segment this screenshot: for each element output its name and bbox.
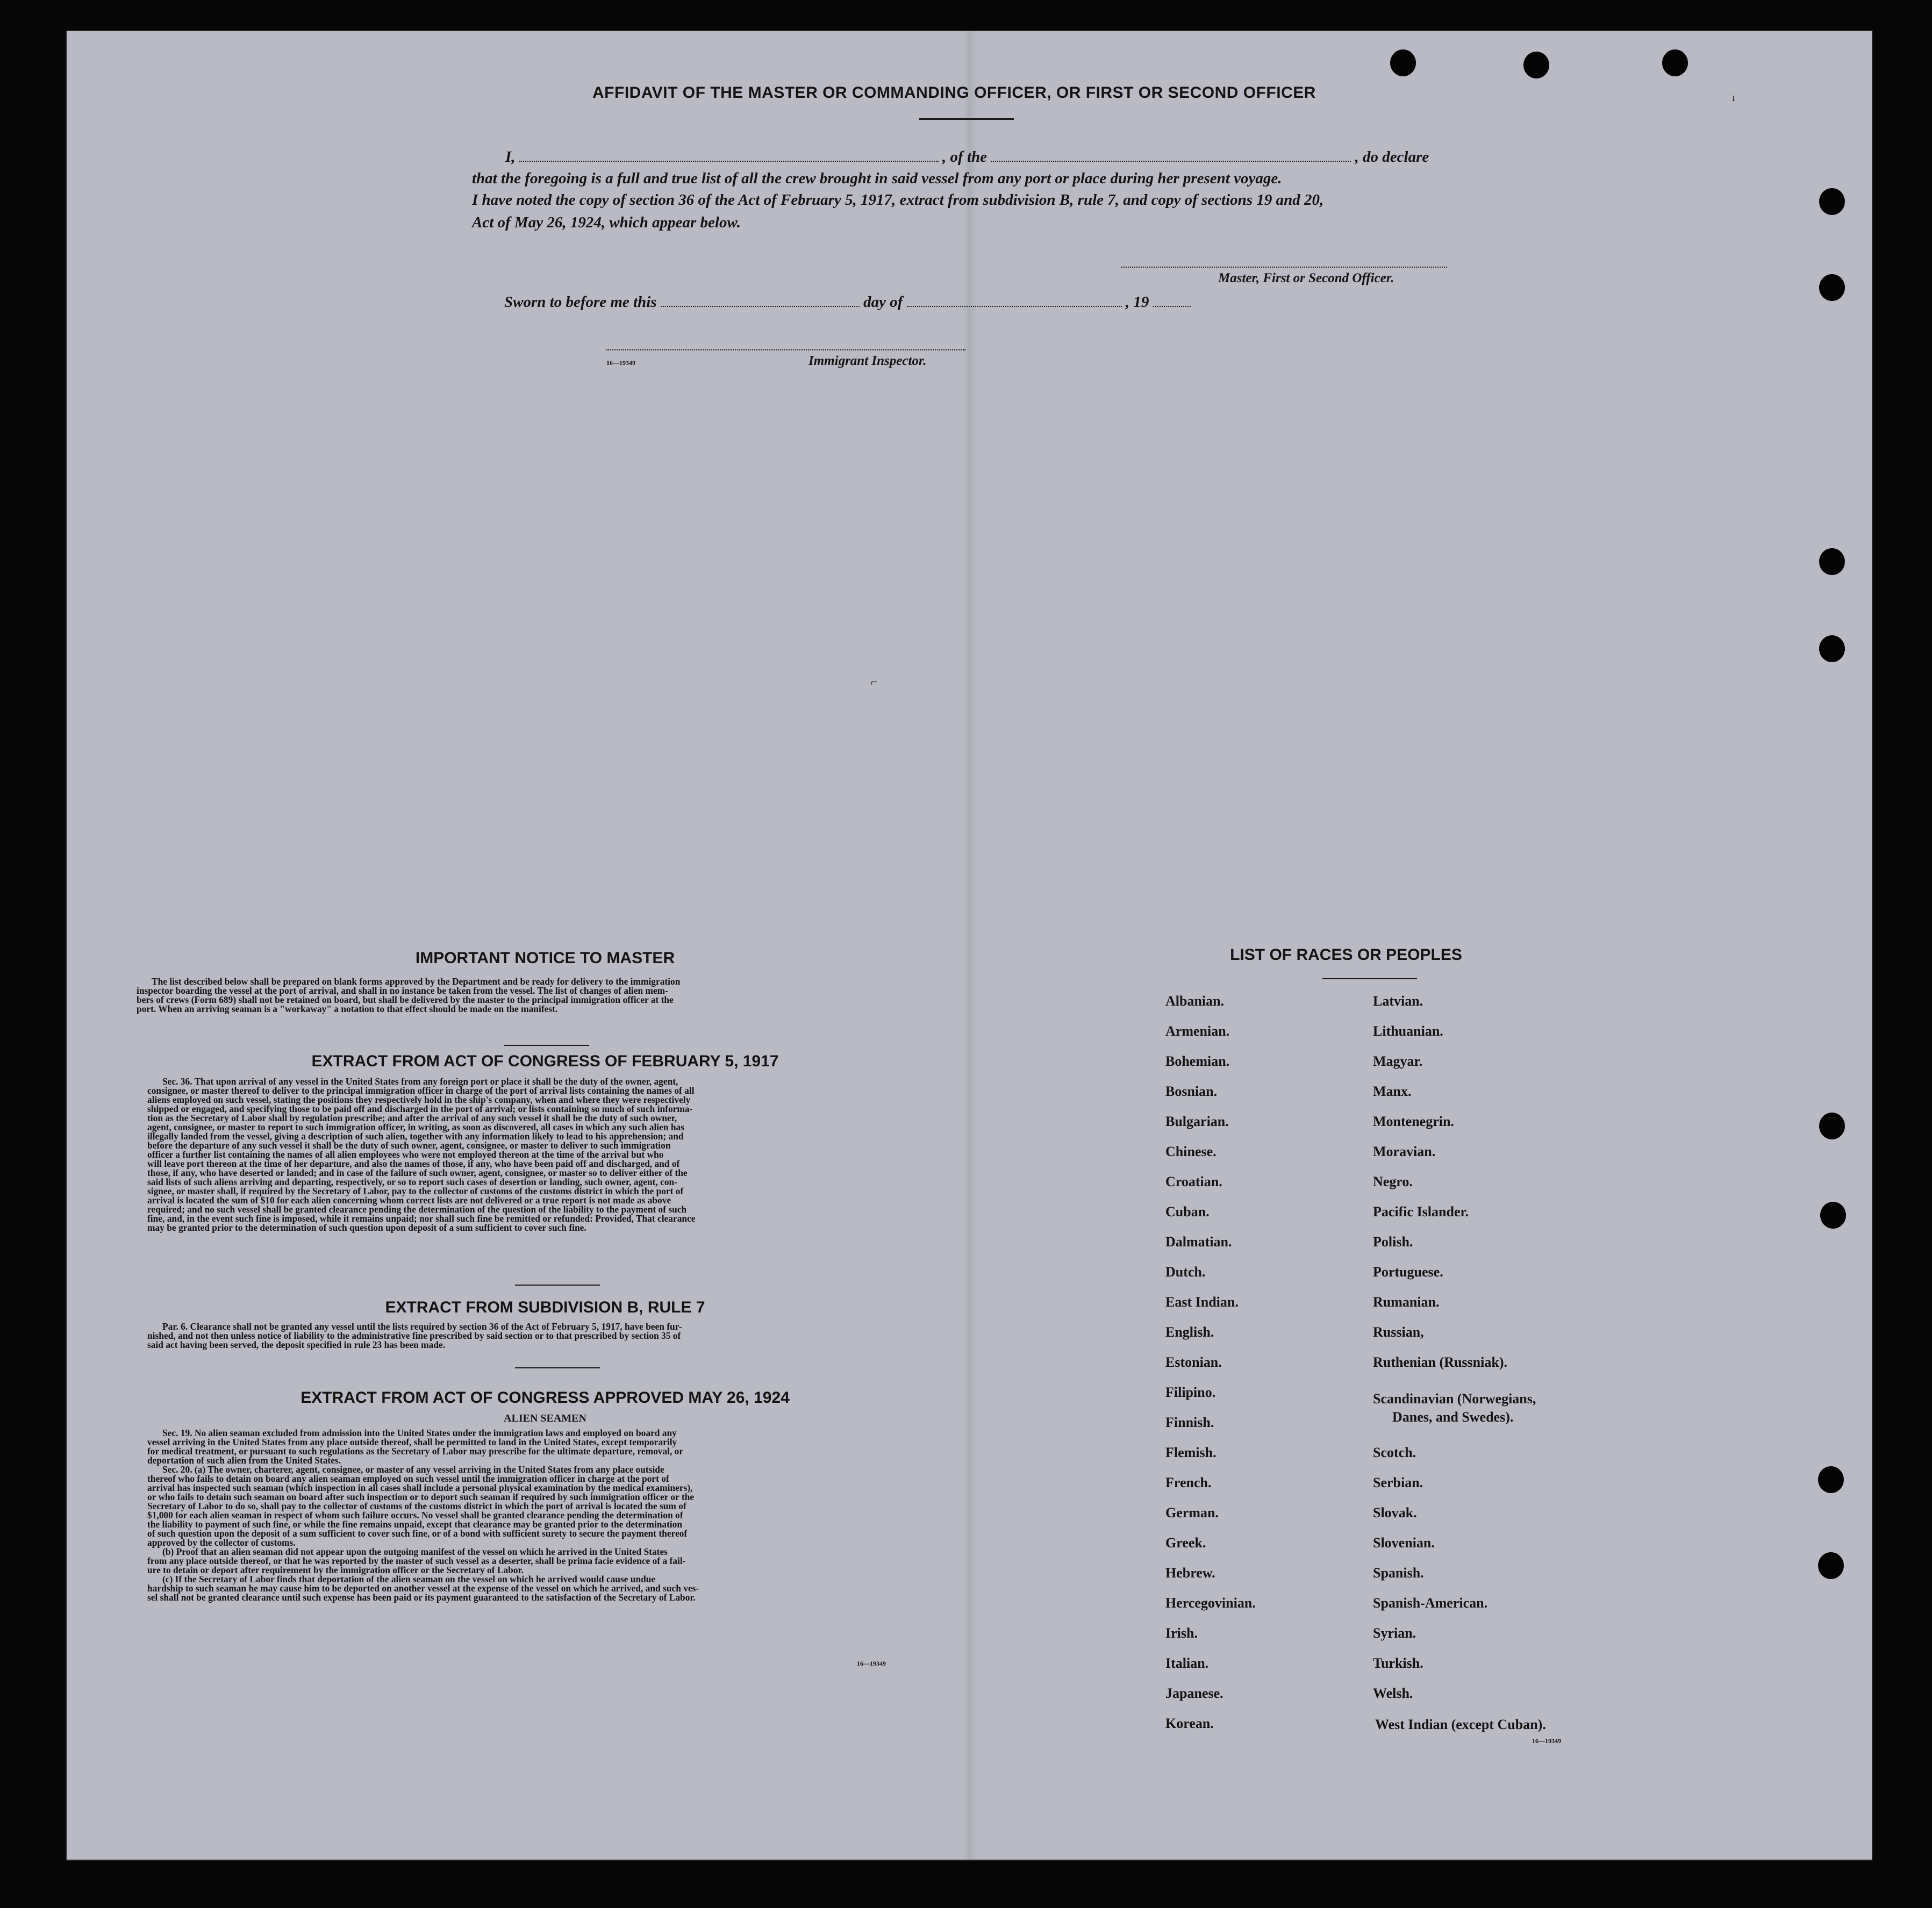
extract-1924-line: thereof who fails to detain on board any alien seaman employed on such vessel until the immigration officer in charge at the port of — [147, 1473, 669, 1484]
divider — [515, 1367, 600, 1368]
punch-hole — [1662, 49, 1688, 76]
divider — [1322, 978, 1417, 979]
race-item: Croatian. — [1165, 1174, 1222, 1189]
extract-1917-line: before the departure of any such vessel it shall be the duty of such owner, agent, consignee, or master to deliver to such immigration — [147, 1140, 671, 1151]
sworn-day-of: day of — [863, 293, 903, 311]
race-item: French. — [1165, 1475, 1212, 1490]
affidavit-title: AFFIDAVIT OF THE MASTER OR COMMANDING OFFICER, OR FIRST OR SECOND OFFICER — [592, 84, 1316, 102]
extract-1924-line: arrival has inspected such seaman (which inspection in all cases shall include a personal physical examination by the medical examiners), — [147, 1482, 693, 1493]
punch-hole — [1819, 274, 1845, 301]
extract-1924-line: for medical treatment, or pursuant to such regulations as the Secretary of Labor may prescribe for the ultimate departure, removal, or — [147, 1446, 684, 1457]
race-item: Negro. — [1373, 1174, 1413, 1189]
punch-hole — [1819, 548, 1845, 575]
extract-1917-line: aliens employed on such vessel, stating the positions they respectively hold in the ship's company, when and where they were respectively — [147, 1094, 691, 1105]
extract-1924-line: $1,000 for each alien seaman in respect of whom such failure occurs. No vessel shall be granted clearance pending the determination of — [147, 1510, 683, 1520]
subdivision-b-line: Par. 6. Clearance shall not be granted any vessel until the lists required by section 36 of the Act of February 5, 1917, have been fur- — [162, 1321, 682, 1332]
form-number-left: 16—19349 — [857, 1660, 886, 1667]
race-item: Cuban. — [1165, 1204, 1210, 1220]
race-item: Polish. — [1373, 1234, 1413, 1250]
extract-1917-heading: EXTRACT FROM ACT OF CONGRESS OF FEBRUARY 5, 1917 — [311, 1052, 779, 1070]
race-item: Danes, and Swedes). — [1392, 1409, 1514, 1425]
notice-line: bers of crews (Form 689) shall not be retained on board, but shall be delivered by the master to the principal immigration officer at the — [137, 994, 674, 1005]
race-item: Irish. — [1165, 1625, 1198, 1641]
race-item: Finnish. — [1165, 1415, 1214, 1430]
extract-1924-line: approved by the collector of customs. — [147, 1537, 296, 1548]
sworn-year: , 19 — [1125, 293, 1149, 311]
extract-1924-line: of such question upon the deposit of a sum sufficient to cover such fine, or of a bond with sufficient surety to secure the payment thereof — [147, 1528, 688, 1539]
affidavit-of-the-label: , of the — [942, 148, 988, 166]
divider — [504, 1045, 589, 1046]
subdivision-b-line: nished, and not then unless notice of liability to the administrative fine prescribed by said section or to that prescribed by section 35 of — [147, 1330, 681, 1341]
race-item: Hebrew. — [1165, 1565, 1215, 1581]
extract-1917-line: arrival is located the sum of $10 for each alien concerning whom correct lists are not delivered or a true report is not made as above — [147, 1195, 671, 1206]
race-item: Portuguese. — [1373, 1264, 1443, 1280]
race-item: Dalmatian. — [1165, 1234, 1232, 1250]
extract-1917-line: consignee, or master thereof to deliver to the principal immigration officer in charge of the port of arrival lists containing the names of all — [147, 1085, 695, 1096]
race-item: Serbian. — [1373, 1475, 1423, 1490]
extract-1917-line: officer a further list containing the names of all alien employees who were not employed thereon at the time of the arrival but who — [147, 1149, 664, 1160]
punch-hole — [1819, 1113, 1845, 1139]
inspector-signature-line[interactable] — [606, 349, 965, 350]
race-item: Italian. — [1165, 1655, 1209, 1671]
sworn-month-blank[interactable] — [907, 306, 1122, 307]
extract-1924-heading: EXTRACT FROM ACT OF CONGRESS APPROVED MAY 26, 1924 — [300, 1389, 790, 1407]
extract-1924-line: vessel arriving in the United States from any place outside thereof, shall be permitted to land in the United States, except temporarily — [147, 1437, 677, 1447]
extract-1924-line: Secretary of Labor to do so, shall pay to the collector of customs of the customs district in which the port of arrival is located the sum of — [147, 1501, 686, 1511]
races-heading: LIST OF RACES OR PEOPLES — [1230, 946, 1462, 964]
race-item: Flemish. — [1165, 1445, 1217, 1460]
extract-1924-line: sel shall not be granted clearance until such expense has been paid or its payment guaranteed to the satisfaction of the Secretary of Labor. — [147, 1592, 696, 1603]
extract-1917-line: agent, consignee, or master to report to such immigration officer, in writing, as soon as discovered, all cases in which any such alien has — [147, 1122, 684, 1132]
name-blank[interactable] — [519, 161, 939, 162]
race-item: Spanish-American. — [1373, 1595, 1488, 1611]
extract-1924-line: Sec. 19. No alien seaman excluded from admission into the United States under the immigration laws and employed on board any — [162, 1428, 677, 1438]
subdivision-b-body — [147, 1322, 977, 1350]
extract-1917-line: signee, or master shall, if required by the Secretary of Labor, pay to the collector of customs of the customs district in which the port of — [147, 1186, 684, 1196]
race-item: Korean. — [1165, 1716, 1214, 1731]
subdivision-b-heading: EXTRACT FROM SUBDIVISION B, RULE 7 — [385, 1299, 705, 1316]
race-item: Scandinavian (Norwegians, — [1373, 1391, 1536, 1407]
race-item: Greek. — [1165, 1535, 1206, 1551]
extract-1917-line: will leave port thereon at the time of her departure, and also the names of those, if any, who have been paid off and discharged, and of — [147, 1158, 680, 1169]
extract-1917-body — [147, 1077, 977, 1232]
race-item: Estonian. — [1165, 1354, 1222, 1370]
sworn-line — [504, 293, 1191, 311]
sworn-day-blank[interactable] — [661, 306, 860, 307]
punch-hole — [1819, 635, 1845, 662]
extract-1924-body — [147, 1429, 977, 1602]
extract-1917-line: fine, and, in the event such fine is imposed, while it remains unpaid; nor shall such fine be remitted or refunded: Provided, That clearance — [147, 1213, 696, 1224]
extract-1924-subheading: ALIEN SEAMEN — [504, 1412, 586, 1424]
notice-line: The list described below shall be prepared on blank forms approved by the Department and be ready for delivery to the immigration — [152, 976, 681, 987]
race-item: Syrian. — [1373, 1625, 1416, 1641]
extract-1924-line: ure to detain or deport after requirement by the immigration officer or the Secretary of Labor. — [147, 1565, 524, 1575]
divider — [515, 1285, 600, 1286]
notice-heading: IMPORTANT NOTICE TO MASTER — [415, 949, 675, 967]
race-item: Slovak. — [1373, 1505, 1417, 1520]
race-item: Japanese. — [1165, 1685, 1223, 1701]
extract-1917-line: illegally landed from the vessel, giving a description of such alien, together with any information likely to lead to his apprehension; and — [147, 1131, 684, 1142]
extract-1924-line: (c) If the Secretary of Labor finds that deportation of the alien seaman on the vessel on which he arrived would cause undue — [162, 1574, 656, 1584]
race-item: Moravian. — [1373, 1144, 1436, 1159]
punch-hole — [1818, 1466, 1844, 1493]
extract-1917-line: required; and no such vessel shall be granted clearance pending the determination of the question of the liability to the payment of such — [147, 1204, 687, 1215]
form-number-right: 16—19349 — [1532, 1737, 1561, 1745]
vessel-blank[interactable] — [991, 161, 1351, 162]
extract-1917-line: Sec. 36. That upon arrival of any vessel in the United States from any foreign port or place it shall be the duty of the owner, agent, — [162, 1076, 678, 1087]
affidavit-line-1 — [505, 148, 1429, 166]
extract-1924-line: or who fails to detain such seaman on board after such inspection or to deport such seaman if required by such immigration officer or the — [147, 1491, 695, 1502]
sworn-year-blank[interactable] — [1153, 306, 1191, 307]
extract-1917-line: tion as the Secretary of Labor shall by regulation prescribe; and after the arrival of any such vessel it shall be the duty of such owner, — [147, 1113, 677, 1123]
signature-line[interactable] — [1121, 267, 1447, 268]
race-item: Hercegovinian. — [1165, 1595, 1256, 1611]
sworn-prefix: Sworn to before me this — [504, 293, 657, 311]
race-item: Russian, — [1373, 1324, 1424, 1340]
extract-1924-line: from any place outside thereof, or that he was reported by the master of such vessel as a deserter, shall be prima facie evidence of a fail- — [147, 1555, 686, 1566]
race-item: Pacific Islander. — [1373, 1204, 1469, 1220]
notice-line: port. When an arriving seaman is a "workaway" a notation to that effect should be made on the manifest. — [137, 1003, 558, 1014]
race-item: Dutch. — [1165, 1264, 1206, 1280]
title-underline — [919, 118, 1014, 120]
document-page — [67, 31, 1872, 1860]
race-item: English. — [1165, 1324, 1214, 1340]
extract-1924-line: hardship to such seaman he may cause him to be deported on another vessel at the expense of the vessel on which he arrived, and such ves- — [147, 1583, 699, 1594]
race-item: Filipino. — [1165, 1385, 1216, 1400]
extract-1924-line: deportation of such alien from the United States. — [147, 1455, 341, 1466]
affidavit-declare-label: , do declare — [1355, 148, 1429, 166]
extract-1924-line: (b) Proof that an alien seaman did not appear upon the outgoing manifest of the vessel on which he arrived in the United States — [162, 1546, 668, 1557]
punch-hole — [1819, 188, 1845, 215]
extract-1924-line: the liability to payment of such fine, or while the fine remains unpaid, except that clearance may be granted prior to the determination — [147, 1519, 683, 1530]
race-item: Manx. — [1373, 1084, 1412, 1099]
affidavit-line-3: I have noted the copy of section 36 of the Act of February 5, 1917, extract from subdivision B, rule 7, and copy of sections 19 and 20, — [472, 191, 1324, 209]
punch-hole — [1523, 52, 1549, 78]
race-item: Bosnian. — [1165, 1084, 1218, 1099]
punch-hole — [1820, 1202, 1846, 1229]
affidavit-line-2: that the foregoing is a full and true list of all the crew brought in said vessel from any port or place during her present voyage. — [472, 170, 1282, 187]
punch-hole — [1390, 49, 1416, 76]
race-item: Ruthenian (Russniak). — [1373, 1354, 1507, 1370]
race-item: Rumanian. — [1373, 1294, 1440, 1310]
race-item: West Indian (except Cuban). — [1375, 1717, 1546, 1732]
extract-1917-line: said lists of such aliens arriving and departing, respectively, or so to report such cases of desertion or landing, such owner, agent, con- — [147, 1177, 677, 1187]
race-item: German. — [1165, 1505, 1219, 1520]
punch-hole — [1818, 1552, 1844, 1579]
race-item: Latvian. — [1373, 993, 1423, 1009]
race-item: Magyar. — [1373, 1053, 1423, 1069]
race-item: Bohemian. — [1165, 1053, 1230, 1069]
inspector-label: Immigrant Inspector. — [808, 354, 927, 368]
extract-1917-line: shipped or engaged, and specifying those to be paid off and discharged in the port of arrival; or lists containing so much of such informa- — [147, 1103, 693, 1114]
race-item: Lithuanian. — [1373, 1023, 1443, 1039]
scan-speck: ı — [1732, 90, 1736, 104]
race-item: East Indian. — [1165, 1294, 1239, 1310]
notice-body — [137, 977, 977, 1014]
race-item: Scotch. — [1373, 1445, 1416, 1460]
race-item: Turkish. — [1373, 1655, 1423, 1671]
race-item: Spanish. — [1373, 1565, 1424, 1581]
race-item: Slovenian. — [1373, 1535, 1435, 1551]
signature-label: Master, First or Second Officer. — [1218, 271, 1394, 285]
race-item: Armenian. — [1165, 1023, 1230, 1039]
race-item: Welsh. — [1373, 1685, 1413, 1701]
scan-speck: ⌐ — [871, 675, 878, 688]
extract-1917-line: those, if any, who have deserted or landed; and in case of the failure of such owner, agent, consignee, or master so to deliver either of the — [147, 1167, 688, 1178]
race-item: Albanian. — [1165, 993, 1225, 1009]
race-item: Montenegrin. — [1373, 1114, 1454, 1129]
race-item: Chinese. — [1165, 1144, 1217, 1159]
notice-line: inspector boarding the vessel at the port of arrival, and shall in no instance be taken from the vessel. The list of changes of alien mem- — [137, 985, 668, 996]
subdivision-b-line: said act having been served, the deposit specified in rule 23 has been made. — [147, 1339, 446, 1350]
extract-1917-line: may be granted prior to the determination of such question upon deposit of a sum sufficient to cover such fine. — [147, 1222, 586, 1233]
extract-1924-line: Sec. 20. (a) The owner, charterer, agent, consignee, or master of any vessel arriving in the United States from any place outside — [162, 1464, 664, 1475]
race-item: Bulgarian. — [1165, 1114, 1229, 1129]
affidavit-i-label: I, — [505, 148, 516, 166]
form-number-top: 16—19349 — [606, 359, 635, 367]
affidavit-line-4: Act of May 26, 1924, which appear below. — [472, 214, 741, 231]
